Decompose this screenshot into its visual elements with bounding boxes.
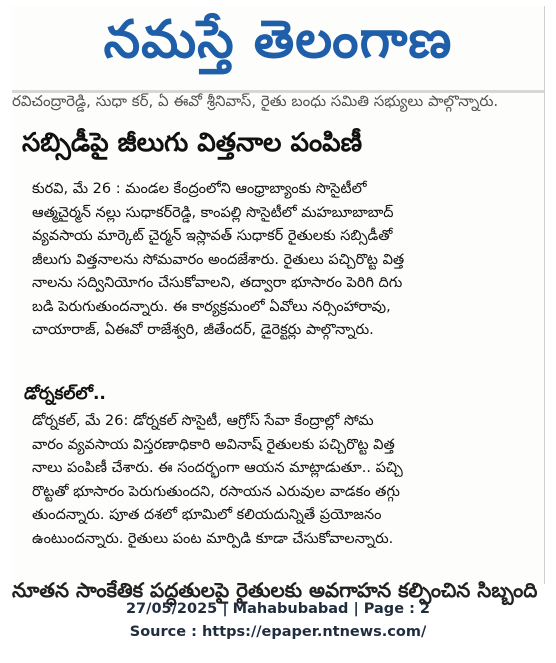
- paragraph-line: ఉంటుందన్నారు. రైతులు పంట మార్పిడి కూడా చేసుకోవాలన్నారు.: [32, 530, 394, 547]
- paragraph-line: చాయారాజ్, ఏఈవో రాజేశ్వరి, జీతేందర్, డైరెక్టర్లు పాల్గొన్నారు.: [32, 322, 374, 338]
- paragraph-line: నాలు పంపిణీ చేశారు. ఈ సందర్భంగా ఆయన మాట్లాడుతూ.. పచ్చి: [32, 460, 403, 476]
- paragraph-line: డోర్నకల్, మే 26: డోర్నకల్ సొసైటీ, ఆగ్రోస్ సేవా కేంద్రాల్లో సోమ: [32, 413, 374, 429]
- article-paragraph-kuravi: [32, 178, 537, 343]
- paragraph-line: నాలను సద్వినియోగం చేసుకోవాలని, తద్వారా భూసారం పెరిగి దిగు: [32, 275, 403, 291]
- paragraph-line: జీలుగు విత్తనాలను సోమవారం అందజేశారు. రైతులు పచ్చిరొట్ట విత్త: [32, 251, 405, 268]
- source-footer: [0, 598, 556, 644]
- paragraph-line: ఆత్మచైర్మన్ నల్లు సుధాకర్‌రెడ్డి, కాంపల్లి సొసైటీలో మహబూబాబాద్: [32, 204, 394, 221]
- paragraph-line: కురవి, మే 26 : మండల కేంద్రంలోని ఆంధ్రాబ్యాంకు సొసైటీలో: [32, 181, 367, 197]
- paragraph-line: తుందన్నారు. పూత దశలో భూమిలో కలియదున్నితే ప్రయోజనం: [32, 507, 382, 523]
- cut-off-previous-article-line: రవిచంద్రారెడ్డి, సుధా కర్, ఏ ఈవో శ్రీనివాస్, రైతు బంధు సమితి సభ్యులు పాల్గొన్నారు.: [12, 92, 499, 110]
- article-headline: సబ్సిడీపై జీలుగు విత్తనాల పంపిణీ: [22, 128, 363, 158]
- newspaper-masthead: నమస్తే తెలంగాణ: [103, 9, 453, 70]
- newspaper-clipping: [12, 6, 545, 602]
- cut-off-next-article-line: నూతన సాంకేతిక పద్ధతులపై రైతులకు అవగాహన కల్పించిన సిబ్బంది: [12, 578, 538, 602]
- paragraph-line: వారం వ్యవసాయ విస్తరణాధికారి అవినాష్ రైతులకు పచ్చిరొట్ట విత్త: [32, 436, 395, 453]
- article-paragraph-dornakal: [32, 410, 537, 551]
- paragraph-line: రొట్టతో భూసారం పెరుగుతుందని, రసాయన ఎరువుల వాడకం తగ్గు: [32, 483, 400, 500]
- paragraph-line: బడి పెరుగుతుందన్నారు. ఈ కార్యక్రమంలో ఏవోలు నర్సింహారావు,: [32, 298, 391, 315]
- source-url: Source : https://epaper.ntnews.com/: [129, 624, 427, 640]
- article-subhead-dornakal: డోర్నకల్‌లో..: [24, 384, 106, 404]
- paragraph-line: వ్యవసాయ మార్కెట్ చైర్మన్ ఇస్లావత్ సుధాకర్ రైతులకు సబ్సిడీతో: [32, 228, 393, 244]
- date-edition-page: 27/05/2025 | Mahabubabad | Page : 2: [125, 601, 431, 617]
